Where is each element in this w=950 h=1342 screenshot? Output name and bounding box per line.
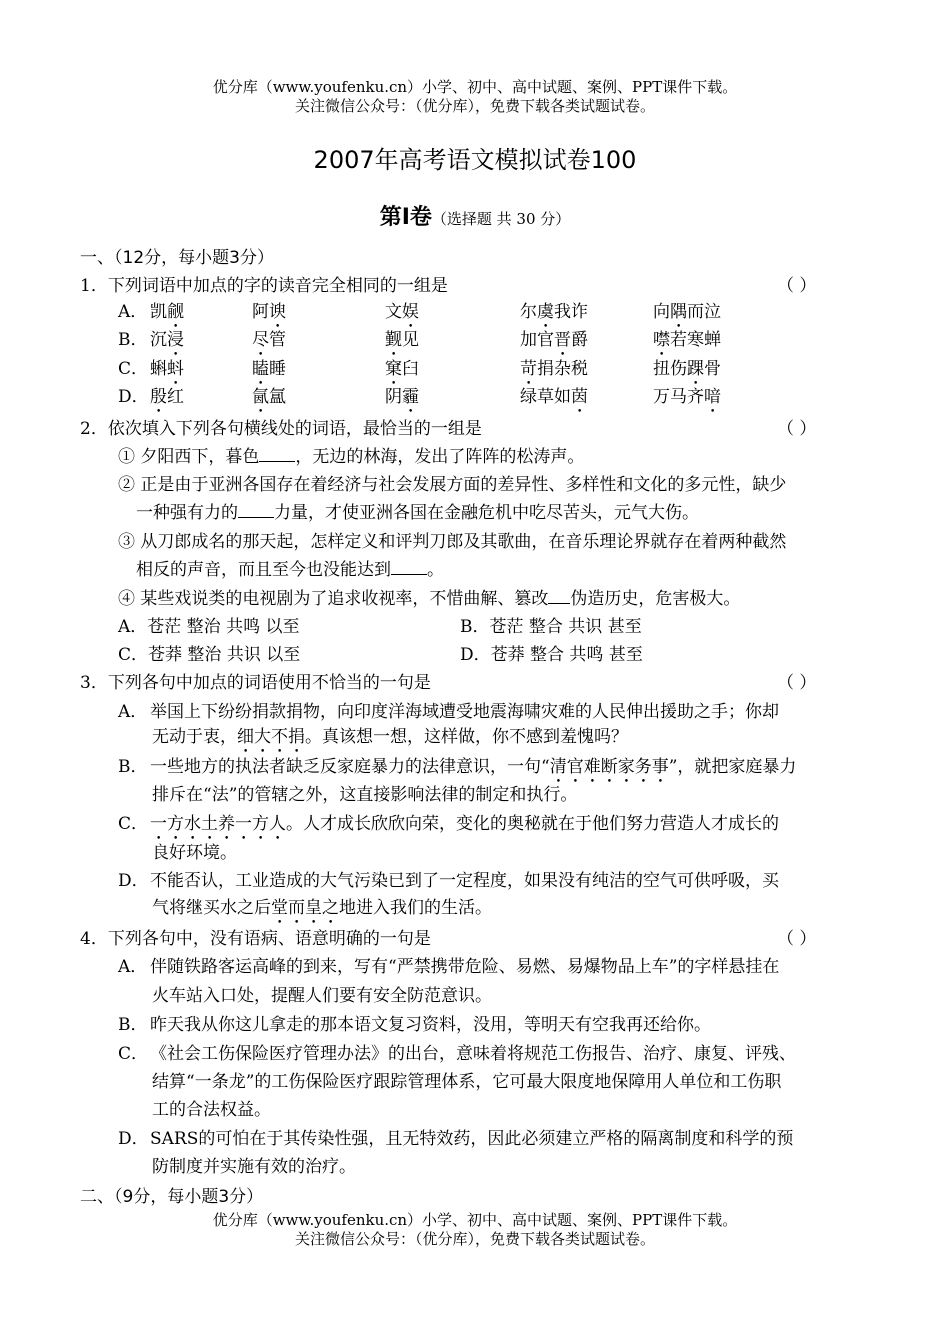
q2-s4-text-a: ④ 某些戏说类的电视剧为了追求收视率，不惜曲解、篡改 (118, 589, 549, 609)
q4-option-c-line-2: 结算“一条龙”的工伤保险医疗跟踪管理体系，它可最大限度地保障用人单位和工伤职 (152, 1072, 782, 1092)
q1-word-part: 而泣 (687, 302, 721, 322)
q3-d-text-b: 地进入我们的生活。 (339, 898, 492, 918)
q1-dotted-char: 觎 (167, 302, 184, 322)
q3-option-d-line-2 (152, 893, 492, 928)
q1-word-part: 万马齐 (653, 387, 704, 407)
q2-option-a: A．苍茫 整治 共鸣 以至 (118, 617, 300, 637)
q3-a-text-b: 。真该想一想，这样做，你不感到羞愧吗？ (305, 727, 628, 747)
q2-sentence-1 (118, 442, 584, 467)
q1-dotted-char: 噤 (653, 330, 670, 350)
q1-dotted-char: 浸 (167, 330, 184, 350)
volume-heading (0, 200, 950, 231)
q1-word (520, 382, 588, 417)
q1-word-part: 管 (269, 330, 286, 350)
q1-dotted-char: 殷 (150, 387, 167, 407)
q2-sentence-3-cont (136, 555, 444, 580)
q4-option-c-line-1: 《社会工伤保险医疗管理办法》的出台，意味着将规范工伤报告、治疗、康复、评残、 (150, 1044, 796, 1064)
q1-word-part: 绿草如 (520, 387, 571, 407)
q2-sentence-3: ③ 从刀郎成名的那天起，怎样定义和评判刀郎及其歌曲，在音乐理论界就存在着两种截然 (118, 532, 787, 552)
q3-option-c-line-2: 良好环境。 (152, 843, 237, 863)
q3-option-d-line-1: 不能否认，工业造成的大气污染已到了一定程度，如果没有纯洁的空气可供呼吸，买 (150, 871, 779, 891)
q3-a-dotted-phrase: 细大不捐 (237, 727, 305, 747)
q1-word-part: 阿 (252, 302, 269, 322)
q2-s4-text-b: 伪造历史，危害极大。 (570, 589, 741, 609)
header-line-2: 关注微信公众号：（优分库），免费下载各类试题试卷。 (294, 97, 655, 115)
q1-word-part: 臼 (402, 359, 419, 379)
q1-word (385, 382, 419, 417)
q3-option-b-label: B． (118, 757, 148, 777)
q1-option-label: B． (118, 330, 148, 350)
q1-dotted-char: 氤 (252, 387, 269, 407)
q4-option-c-line-3: 工的合法权益。 (152, 1100, 271, 1120)
q4-option-d-label: D． (118, 1129, 149, 1149)
footer-line-1: 优分库（www.youfenku.cn）小学、初中、高中试题、案例、PPT课件下载。 (212, 1211, 738, 1229)
q1-word (150, 382, 184, 417)
question-4-answer-paren: （ ） (777, 929, 817, 949)
q1-dotted-char: 晋 (554, 330, 571, 350)
q2-option-d: D．苍莽 整合 共鸣 甚至 (460, 645, 643, 665)
q1-dotted-char: 窠 (385, 359, 402, 379)
q1-word-part: 阴 (385, 387, 402, 407)
q4-option-b-label: B． (118, 1015, 148, 1035)
blank (548, 589, 570, 604)
q1-word-part: 向 (653, 302, 670, 322)
q2-sentence-2-cont (136, 498, 699, 523)
q1-dotted-char: 茵 (571, 387, 588, 407)
q3-option-d-label: D． (118, 871, 149, 891)
q2-option-c: C．苍莽 整治 共识 以至 (118, 645, 301, 665)
q2-sentence-2: ② 正是由于亚洲各国存在着经济与社会发展方面的差异性、多样性和文化的多元性，缺少 (118, 475, 787, 495)
q1-dotted-char: 尽 (252, 330, 269, 350)
q2-s2-text-c: 力量，才使亚洲各国在金融危机中吃尽苦头，元气大伤。 (274, 503, 699, 523)
page-title: 2007年高考语文模拟试卷100 (313, 146, 637, 174)
q1-dotted-char: 虞 (537, 302, 554, 322)
q1-word (653, 382, 721, 417)
q1-word-part: 若寒蝉 (670, 330, 721, 350)
blank (259, 447, 295, 462)
section-2-heading: 二、（9分，每小题3分） (80, 1187, 264, 1207)
q3-d-text-a: 气将继买水之后 (152, 898, 271, 918)
q3-c-dotted-phrase: 一方水土养一方人 (150, 814, 286, 834)
footer-line-2: 关注微信公众号：（优分库），免费下载各类试题试卷。 (294, 1230, 655, 1248)
q3-b-dotted-phrase: 清官难断家务事 (549, 757, 669, 777)
q4-option-a-line-1: 伴随铁路客运高峰的到来，写有“严禁携带危险、易燃、易爆物品上车”的字样悬挂在 (150, 957, 780, 977)
q3-option-a-label: A． (118, 702, 148, 722)
q3-a-text: 无动于衷， (152, 727, 237, 747)
q1-dotted-char: 娱 (402, 302, 419, 322)
q1-dotted-char: 瞌 (252, 359, 269, 379)
q1-word-part: 睡 (269, 359, 286, 379)
question-1-answer-paren: （ ） (777, 276, 817, 296)
q2-s1-text-b: ，无边的林海，发出了阵阵的松涛声。 (295, 447, 585, 467)
question-2-answer-paren: （ ） (777, 419, 817, 439)
q2-s2-text-b: 一种强有力的 (136, 503, 238, 523)
q1-dotted-char: 觐 (385, 330, 402, 350)
q4-option-d-line-1: SARS的可怕在于其传染性强，且无特效药，因此必须建立严格的隔离制度和科学的预 (150, 1129, 794, 1149)
q1-word-part: 蝌 (150, 359, 167, 379)
q1-word-part: 氲 (269, 387, 286, 407)
q1-word-part: 我诈 (554, 302, 588, 322)
q1-dotted-char: 隅 (670, 302, 687, 322)
q1-word-part: 加官 (520, 330, 554, 350)
q4-option-a-label: A． (118, 957, 148, 977)
q1-word-part: 文 (385, 302, 402, 322)
volume-main: 第Ⅰ卷 (379, 205, 432, 230)
blank (238, 503, 274, 518)
q4-option-a-line-2: 火车站入口处，提醒人们要有安全防范意识。 (152, 986, 492, 1006)
q1-word-part: 骨 (704, 359, 721, 379)
section-1-heading: 一、（12分，每小题3分） (80, 248, 274, 268)
q3-option-c-line-1 (150, 809, 779, 844)
q4-option-b-line-1: 昨天我从你这儿拿走的那本语文复习资料，没用，等明天有空我再还给你。 (150, 1015, 711, 1035)
q1-word-part: 红 (167, 387, 184, 407)
q4-option-d-line-2: 防制度并实施有效的治疗。 (152, 1157, 356, 1177)
q1-dotted-char: 踝 (687, 359, 704, 379)
q3-option-a-line-1: 举国上下纷纷捐款捐物，向印度洋海域遭受地震海啸灾难的人民伸出援助之手；你却 (150, 702, 779, 722)
q1-word-part: 扭伤 (653, 359, 687, 379)
q2-s3-text-c: 。 (427, 560, 444, 580)
q1-word-part: 见 (402, 330, 419, 350)
q2-option-b: B．苍茫 整合 共识 甚至 (460, 617, 642, 637)
q4-option-c-label: C． (118, 1044, 149, 1064)
q1-word-part: 沉 (150, 330, 167, 350)
question-3-answer-paren: （ ） (777, 673, 817, 693)
q2-s3-text-b: 相反的声音，而且至今也没能达到 (136, 560, 391, 580)
q1-dotted-char: 喑 (704, 387, 721, 407)
q1-word-part: 凯 (150, 302, 167, 322)
q1-word-part: 爵 (571, 330, 588, 350)
q1-dotted-char: 谀 (269, 302, 286, 322)
q1-option-label: C． (118, 359, 149, 379)
q3-d-dotted-phrase: 堂而皇之 (271, 898, 339, 918)
volume-sub: （选择题 共 30 分） (431, 210, 571, 228)
q1-option-label: A． (118, 302, 148, 322)
q3-option-c-label: C． (118, 814, 149, 834)
q1-word (252, 382, 286, 417)
q1-word-part: 捐杂税 (537, 359, 588, 379)
q3-b-text-b: ”，就把家庭暴力 (668, 757, 797, 777)
q1-option-label: D． (118, 387, 149, 407)
question-3-stem: 3．下列各句中加点的词语使用不恰当的一句是 (80, 673, 431, 693)
q1-dotted-char: 霾 (402, 387, 419, 407)
q2-s1-text-a: ① 夕阳西下，暮色 (118, 447, 260, 467)
question-4-stem: 4．下列各句中，没有语病、语意明确的一句是 (80, 929, 431, 949)
blank (391, 560, 427, 575)
q3-b-text-a: 一些地方的执法者缺乏反家庭暴力的法律意识，一句“ (150, 757, 550, 777)
q2-sentence-4 (118, 584, 740, 609)
question-2-stem: 2．依次填入下列各句横线处的词语，最恰当的一组是 (80, 419, 482, 439)
q3-c-text-b: 。人才成长欣欣向荣，变化的奥秘就在于他们努力营造人才成长的 (286, 814, 779, 834)
q3-option-b-line-2: 排斥在“法”的管辖之外，这直接影响法律的制定和执行。 (152, 785, 578, 805)
q1-dotted-char: 苛 (520, 359, 537, 379)
header-line-1: 优分库（www.youfenku.cn）小学、初中、高中试题、案例、PPT课件下载。 (212, 78, 738, 96)
q1-dotted-char: 蚪 (167, 359, 184, 379)
q1-word-part: 尔 (520, 302, 537, 322)
question-1-stem: 1．下列词语中加点的字的读音完全相同的一组是 (80, 276, 448, 296)
